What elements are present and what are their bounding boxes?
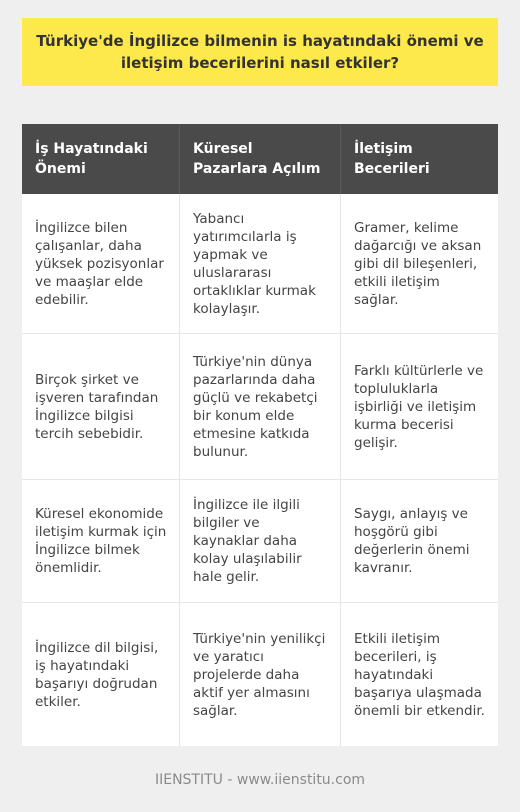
footer-credit: IIENSTITU - www.iienstitu.com [154,772,366,788]
table-cell: Küresel ekonomide iletişim kurmak için İngilizce bilmek önemlidir. [35,506,167,576]
table-cell: Yabancı yatırımcılarla iş yapmak ve uluslararası ortaklıklar kurmak kolaylaşır. [179,194,341,333]
header-cell-communication: İletişim Becerileri [354,141,430,177]
table-row [22,334,498,480]
header-cell-global-markets: Küresel Pazarlara Açılım [179,124,341,194]
table-cell: Türkiye'nin yenilikçi ve yaratıcı projelerde daha aktif yer almasını sağlar. [179,603,341,746]
table-row [22,480,498,603]
table-cell: İngilizce ile ilgili bilgiler ve kaynaklar daha kolay ulaşılabilir hale gelir. [179,480,341,602]
table-cell: Farklı kültürlerle ve topluluklarla işbirliği ve iletişim kurma becerisi gelişir. [354,362,484,451]
table-cell: İngilizce dil bilgisi, iş hayatındaki başarıyı doğrudan etkiler. [35,639,159,710]
table-header-row [22,124,498,194]
table-cell: Birçok şirket ve işveren tarafından İngilizce bilgisi tercih sebebidir. [35,371,159,442]
table-cell: Saygı, anlayış ve hoşgörü gibi değerlerin önemi kavranır. [354,506,470,576]
table-cell: İngilizce bilen çalışanlar, daha yüksek pozisyonlar ve maaşlar elde edebilir. [35,219,164,308]
table-cell: Etkili iletişim becerileri, iş hayatındaki başarıya ulaşmada önemli bir etkendir. [354,630,485,719]
table-cell: Gramer, kelime dağarcığı ve aksan gibi dil bileşenleri, etkili iletişim sağlar. [354,219,482,308]
comparison-table [22,124,498,746]
table-row [22,194,498,334]
title-banner: Türkiye'de İngilizce bilmenin is hayatındaki önemi ve iletişim becerilerini nasıl etkiler? [22,18,498,86]
table-cell: Türkiye'nin dünya pazarlarında daha güçlü ve rekabetçi bir konum elde etmesine katkıda bulunur. [179,334,341,479]
header-cell-importance: İş Hayatındaki Önemi [35,141,148,177]
table-row [22,603,498,746]
